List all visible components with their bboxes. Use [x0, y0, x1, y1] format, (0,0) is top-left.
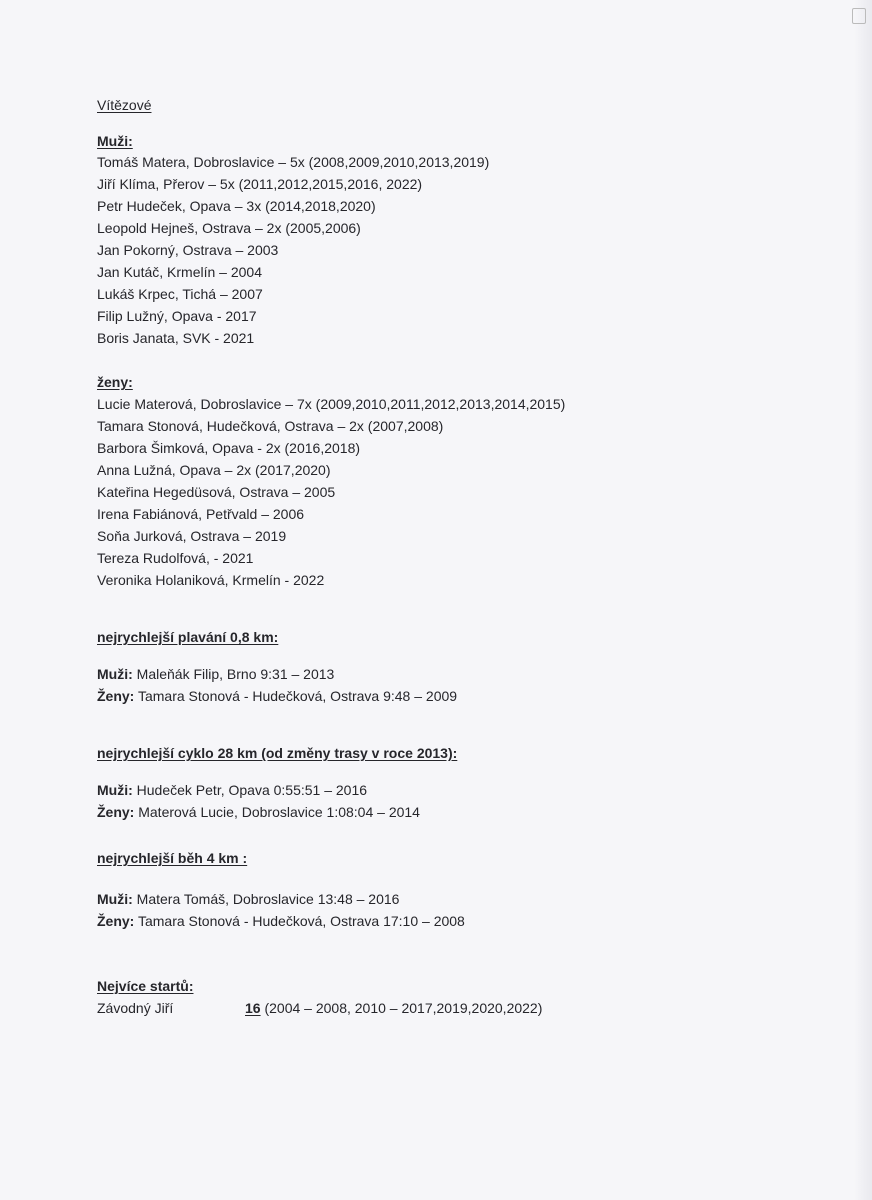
- starts-years: (2004 – 2008, 2010 – 2017,2019,2020,2022): [260, 1000, 543, 1016]
- run-women-label: Ženy:: [97, 913, 135, 929]
- men-item: Petr Hudeček, Opava – 3x (2014,2018,2020): [97, 198, 376, 214]
- bike-women-record: [97, 803, 420, 821]
- run-men-value: Matera Tomáš, Dobroslavice 13:48 – 2016: [132, 891, 400, 907]
- swim-heading: nejrychlejší plavání 0,8 km:: [97, 629, 279, 645]
- men-item: Jan Pokorný, Ostrava – 2003: [97, 242, 279, 258]
- swim-men-value: Maleňák Filip, Brno 9:31 – 2013: [132, 666, 335, 682]
- bike-men-label: Muži:: [97, 782, 133, 798]
- run-women-value: Tamara Stonová - Hudečková, Ostrava 17:10 – 2008: [134, 913, 465, 929]
- run-men-record: [97, 890, 399, 908]
- women-item: Kateřina Hegedüsová, Ostrava – 2005: [97, 484, 336, 500]
- bike-women-value: Materová Lucie, Dobroslavice 1:08:04 – 2014: [134, 804, 420, 820]
- swim-women-label: Ženy:: [97, 688, 135, 704]
- run-heading: nejrychlejší běh 4 km :: [97, 850, 248, 866]
- men-item: Leopold Hejneš, Ostrava – 2x (2005,2006): [97, 220, 361, 236]
- run-women-record: [97, 912, 465, 930]
- run-men-label: Muži:: [97, 891, 133, 907]
- men-item: Jan Kutáč, Krmelín – 2004: [97, 264, 262, 280]
- page-edge-shadow: [854, 0, 872, 1200]
- men-heading: Muži:: [97, 133, 133, 149]
- women-item: Soňa Jurková, Ostrava – 2019: [97, 528, 287, 544]
- starts-heading: Nejvíce startů:: [97, 978, 194, 994]
- women-item: Tamara Stonová, Hudečková, Ostrava – 2x (2007,2008): [97, 418, 444, 434]
- staple-mark: [852, 8, 866, 24]
- men-item: Filip Lužný, Opava - 2017: [97, 308, 257, 324]
- women-item: Veronika Holaniková, Krmelín - 2022: [97, 572, 325, 588]
- men-item: Boris Janata, SVK - 2021: [97, 330, 255, 346]
- swim-men-record: [97, 665, 334, 683]
- women-item: Anna Lužná, Opava – 2x (2017,2020): [97, 462, 331, 478]
- women-item: Irena Fabiánová, Petřvald – 2006: [97, 506, 305, 522]
- bike-men-record: [97, 781, 367, 799]
- bike-men-value: Hudeček Petr, Opava 0:55:51 – 2016: [132, 782, 368, 798]
- women-item: Tereza Rudolfová, - 2021: [97, 550, 254, 566]
- men-item: Jiří Klíma, Přerov – 5x (2011,2012,2015,2016, 2022): [97, 176, 423, 192]
- women-item: Lucie Materová, Dobroslavice – 7x (2009,2010,2011,2012,2013,2014,2015): [97, 396, 566, 412]
- starts-record: [245, 999, 542, 1017]
- women-heading: ženy:: [97, 374, 133, 390]
- women-item: Barbora Šimková, Opava - 2x (2016,2018): [97, 440, 361, 456]
- men-item: Lukáš Krpec, Tichá – 2007: [97, 286, 263, 302]
- starts-name: Závodný Jiří: [97, 1000, 174, 1016]
- swim-men-label: Muži:: [97, 666, 133, 682]
- bike-women-label: Ženy:: [97, 804, 135, 820]
- bike-heading: nejrychlejší cyklo 28 km (od změny trasy v roce 2013):: [97, 745, 458, 761]
- swim-women-record: [97, 687, 457, 705]
- swim-women-value: Tamara Stonová - Hudečková, Ostrava 9:48 – 2009: [134, 688, 458, 704]
- page-title: Vítězové: [97, 97, 152, 113]
- starts-count: 16: [245, 1000, 261, 1016]
- men-item: Tomáš Matera, Dobroslavice – 5x (2008,2009,2010,2013,2019): [97, 154, 490, 170]
